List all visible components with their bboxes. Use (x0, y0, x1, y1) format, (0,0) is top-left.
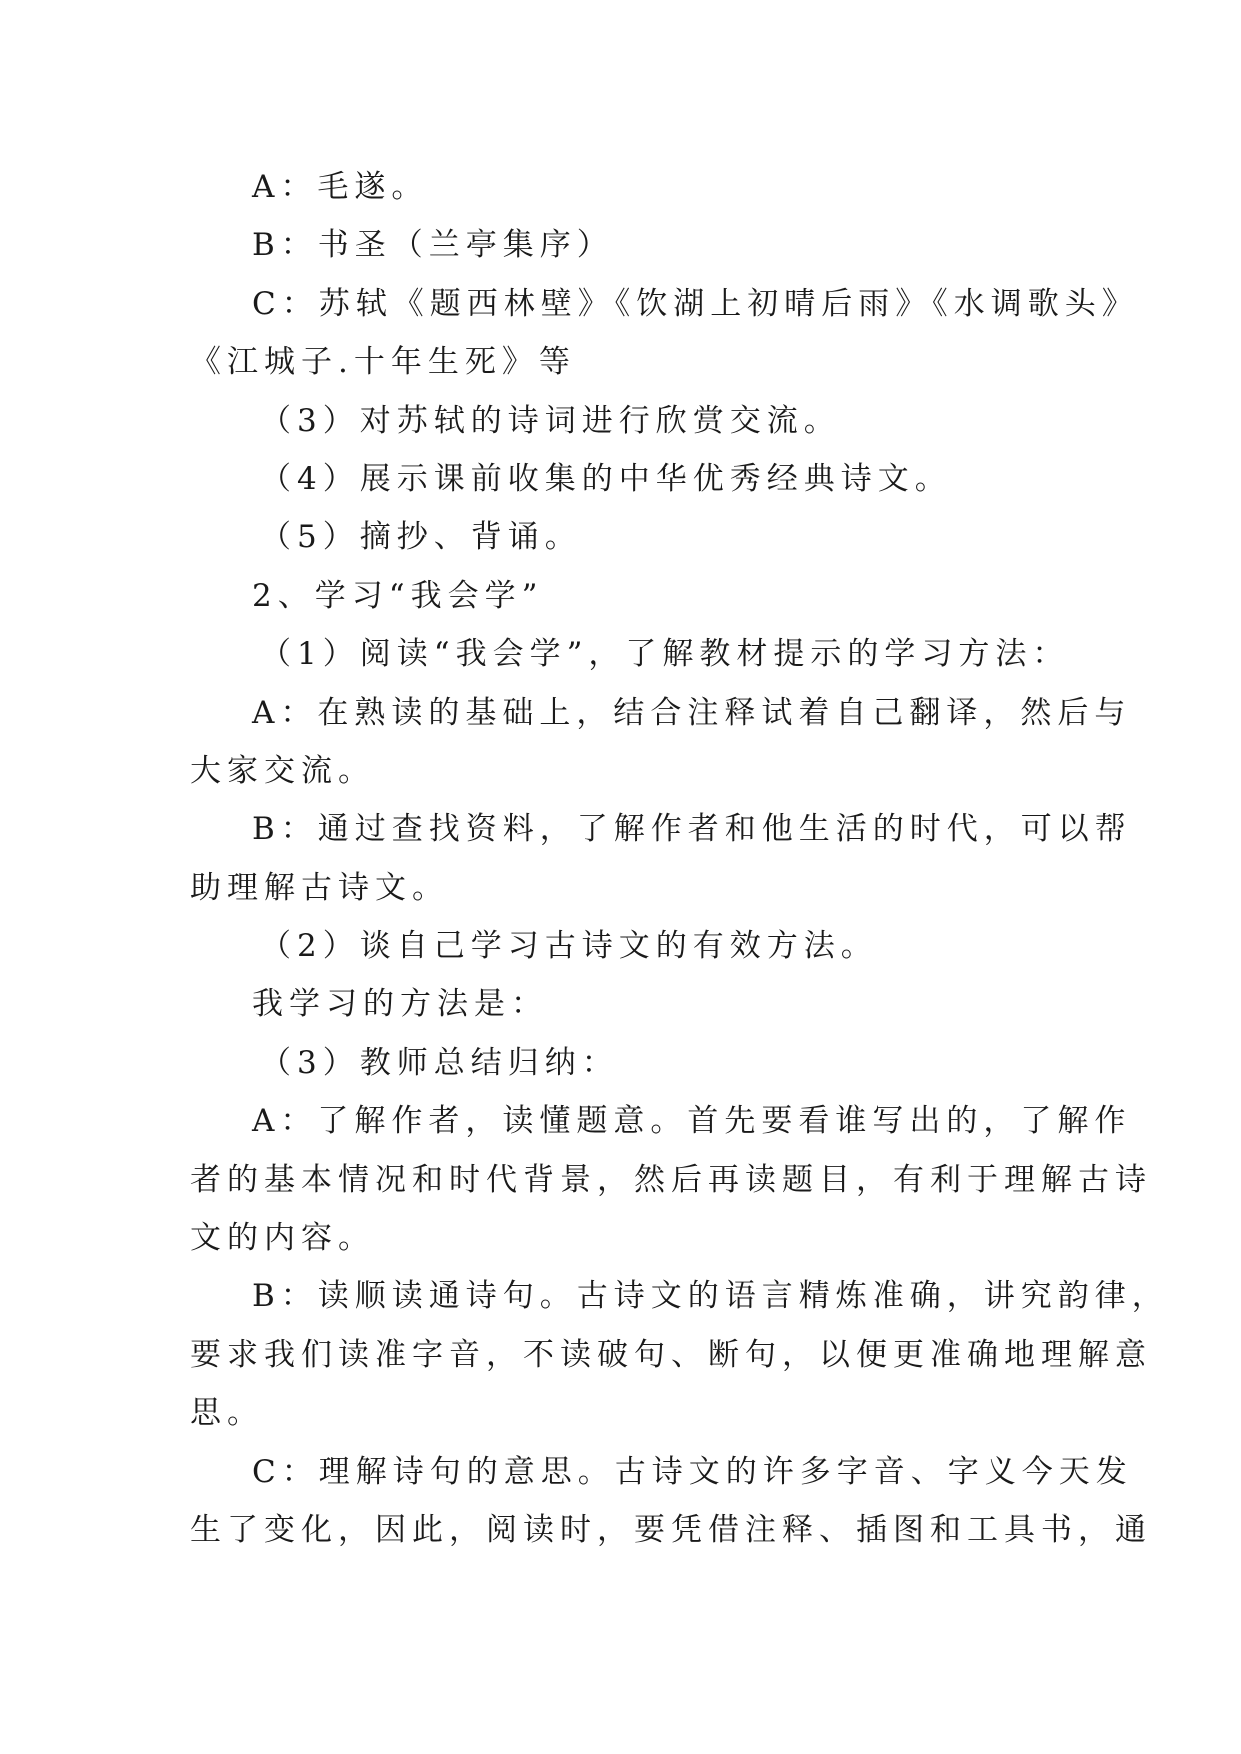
paragraph-line: A：了解作者，读懂题意。首先要看谁写出的，了解作 (252, 1103, 1132, 1140)
paragraph-line: （4）展示课前收集的中华优秀经典诗文。 (260, 460, 952, 497)
paragraph-line: 思。 (190, 1395, 264, 1432)
paragraph-line: B：书圣（兰亭集序） (252, 227, 614, 264)
paragraph-line: 大家交流。 (190, 752, 375, 789)
document-body (190, 158, 1169, 1559)
paragraph-line: （3）对苏轼的诗词进行欣赏交流。 (260, 402, 841, 439)
paragraph-line: 者的基本情况和时代背景，然后再读题目，有利于理解古诗 (190, 1161, 1152, 1198)
paragraph-line: 助理解古诗文。 (190, 869, 449, 906)
paragraph-line: 我学习的方法是： (252, 986, 548, 1023)
paragraph-line: A：毛遂。 (252, 169, 429, 205)
paragraph-line: （1）阅读“我会学”，了解教材提示的学习方法： (260, 636, 1070, 673)
paragraph-line: （2）谈自己学习古诗文的有效方法。 (260, 928, 878, 965)
paragraph-line: A：在熟读的基础上，结合注释试着自己翻译，然后与 (252, 694, 1132, 731)
paragraph-line: 生了变化，因此，阅读时，要凭借注释、插图和工具书，通 (190, 1511, 1152, 1548)
paragraph-line: 文的内容。 (190, 1220, 375, 1257)
paragraph-line: C：理解诗句的意思。古诗文的许多字音、字义今天发 (252, 1453, 1133, 1490)
paragraph-line: C：苏轼《题西林壁》《饮湖上初晴后雨》《水调歌头》 (252, 285, 1139, 322)
paragraph-line: 2、学习“我会学” (252, 577, 544, 614)
paragraph-line: B：读顺读通诗句。古诗文的语言精炼准确，讲究韵律， (252, 1278, 1169, 1315)
paragraph-line: 要求我们读准字音，不读破句、断句，以便更准确地理解意 (190, 1336, 1152, 1373)
paragraph-line: 《江城子.十年生死》等 (190, 344, 576, 381)
paragraph-line: （3）教师总结归纳： (260, 1044, 619, 1081)
paragraph-line: B：通过查找资料，了解作者和他生活的时代，可以帮 (252, 811, 1132, 848)
paragraph-line: （5）摘抄、背诵。 (260, 519, 582, 556)
